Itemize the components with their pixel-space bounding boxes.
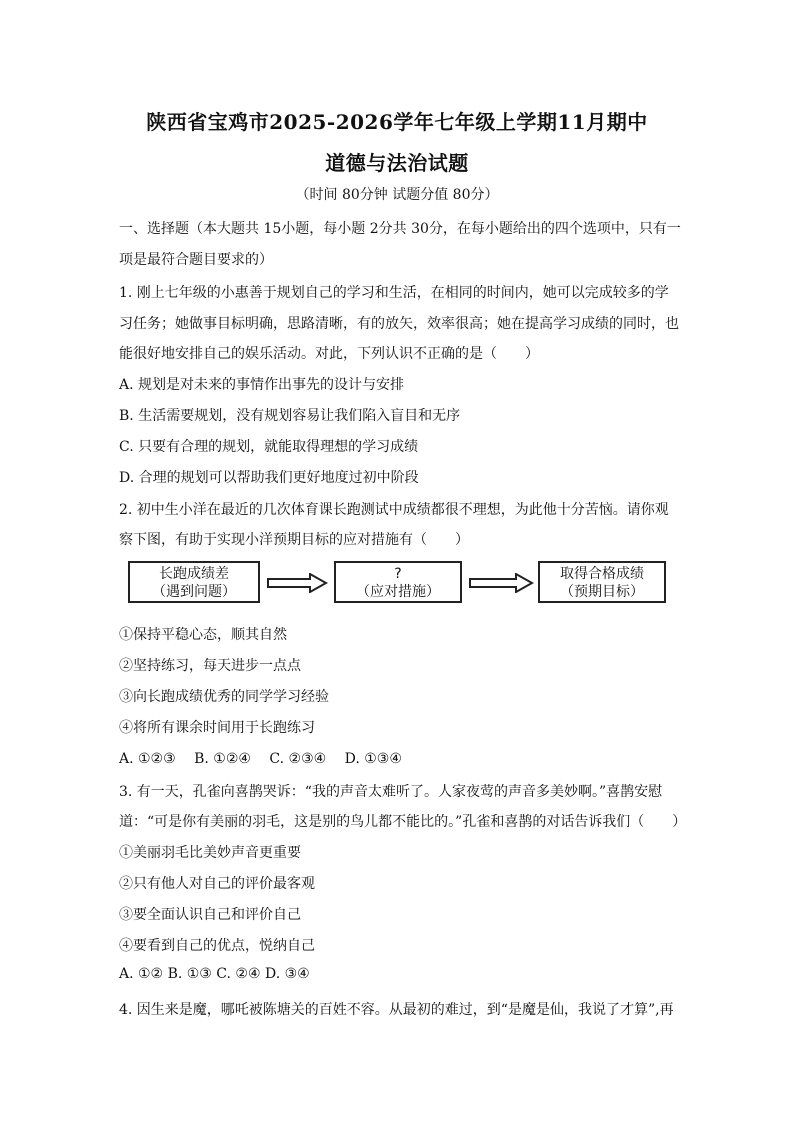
q2-stem-line2: 察下图，有助于实现小洋预期目标的应对措施有（ ） <box>119 532 469 548</box>
q3-item-4: ④要看到自己的优点，悦纳自己 <box>119 938 315 954</box>
q1-stem-line2: 习任务；她做事目标明确，思路清晰，有的放矢，效率很高；她在提高学习成绩的同时，也 <box>119 316 679 332</box>
q1-stem-line3: 能很好地安排自己的娱乐活动。对此，下列认识不正确的是（ ） <box>119 346 539 362</box>
page-subject-title: 道德与法治试题 <box>325 151 469 175</box>
flow-box-problem <box>128 561 260 603</box>
q2-flow-diagram <box>128 561 668 607</box>
q2-stem-line1: 2. 初中生小洋在最近的几次体育课长跑测试中成绩都很不理想，为此他十分苦恼。请你观 <box>119 502 669 518</box>
q2-choices: A. ①②③ B. ①②④ C. ②③④ D. ①③④ <box>119 751 402 767</box>
q4-stem-line1: 4. 因生来是魔，哪吒被陈塘关的百姓不容。从最初的难过，到“是魔是仙，我说了才算”,再 <box>119 1002 674 1018</box>
q1-option-d: D. 合理的规划可以帮助我们更好地度过初中阶段 <box>119 470 419 486</box>
q3-stem-line1: 3. 有一天，孔雀向喜鹊哭诉：“我的声音太难听了。人家夜莺的声音多美妙啊。”喜鹊安慰 <box>119 784 663 800</box>
flow-box-goal-bottom: （预期目标） <box>560 584 644 600</box>
q3-item-1: ①美丽羽毛比美妙声音更重要 <box>119 845 301 861</box>
q3-choices: A. ①② B. ①③ C. ②④ D. ③④ <box>119 966 310 982</box>
flow-box-measure <box>334 561 462 603</box>
exam-info: （时间 80分钟 试题分值 80分） <box>295 187 499 203</box>
flow-arrow-icon <box>266 573 328 593</box>
q3-stem-line2: 道：“可是你有美丽的羽毛，这是别的鸟儿都不能比的。”孔雀和喜鹊的对话告诉我们（ ） <box>119 814 687 830</box>
q1-option-c: C. 只要有合理的规划，就能取得理想的学习成绩 <box>119 439 419 455</box>
q2-item-3: ③向长跑成绩优秀的同学学习经验 <box>119 689 329 705</box>
flow-box-goal <box>538 561 666 603</box>
flow-box-measure-bottom: （应对措施） <box>356 584 440 600</box>
q3-item-3: ③要全面认识自己和评价自己 <box>119 907 301 923</box>
q2-item-1: ①保持平稳心态，顺其自然 <box>119 627 287 643</box>
q2-item-4: ④将所有课余时间用于长跑练习 <box>119 720 315 736</box>
flow-box-measure-top: ? <box>394 566 402 582</box>
q1-stem-line1: 1. 刚上七年级的小惠善于规划自己的学习和生活，在相同的时间内，她可以完成较多的学 <box>119 285 669 301</box>
section-heading-line2: 项是最符合题目要求的） <box>119 252 273 268</box>
flow-arrow-icon <box>468 573 534 593</box>
flow-box-goal-top: 取得合格成绩 <box>560 566 644 582</box>
q1-option-b: B. 生活需要规划，没有规划容易让我们陷入盲目和无序 <box>119 408 461 424</box>
q3-item-2: ②只有他人对自己的评价最客观 <box>119 876 315 892</box>
q2-item-2: ②坚持练习，每天进步一点点 <box>119 658 301 674</box>
section-heading-line1: 一、选择题（本大题共 15小题，每小题 2分共 30分，在每小题给出的四个选项中，只有一 <box>119 221 681 237</box>
q1-option-a: A. 规划是对未来的事情作出事先的设计与安排 <box>119 377 405 393</box>
flow-box-problem-top: 长跑成绩差 <box>159 566 229 582</box>
page-title: 陕西省宝鸡市2025-2026学年七年级上学期11月期中 <box>146 110 648 134</box>
flow-box-problem-bottom: （遇到问题） <box>152 584 236 600</box>
